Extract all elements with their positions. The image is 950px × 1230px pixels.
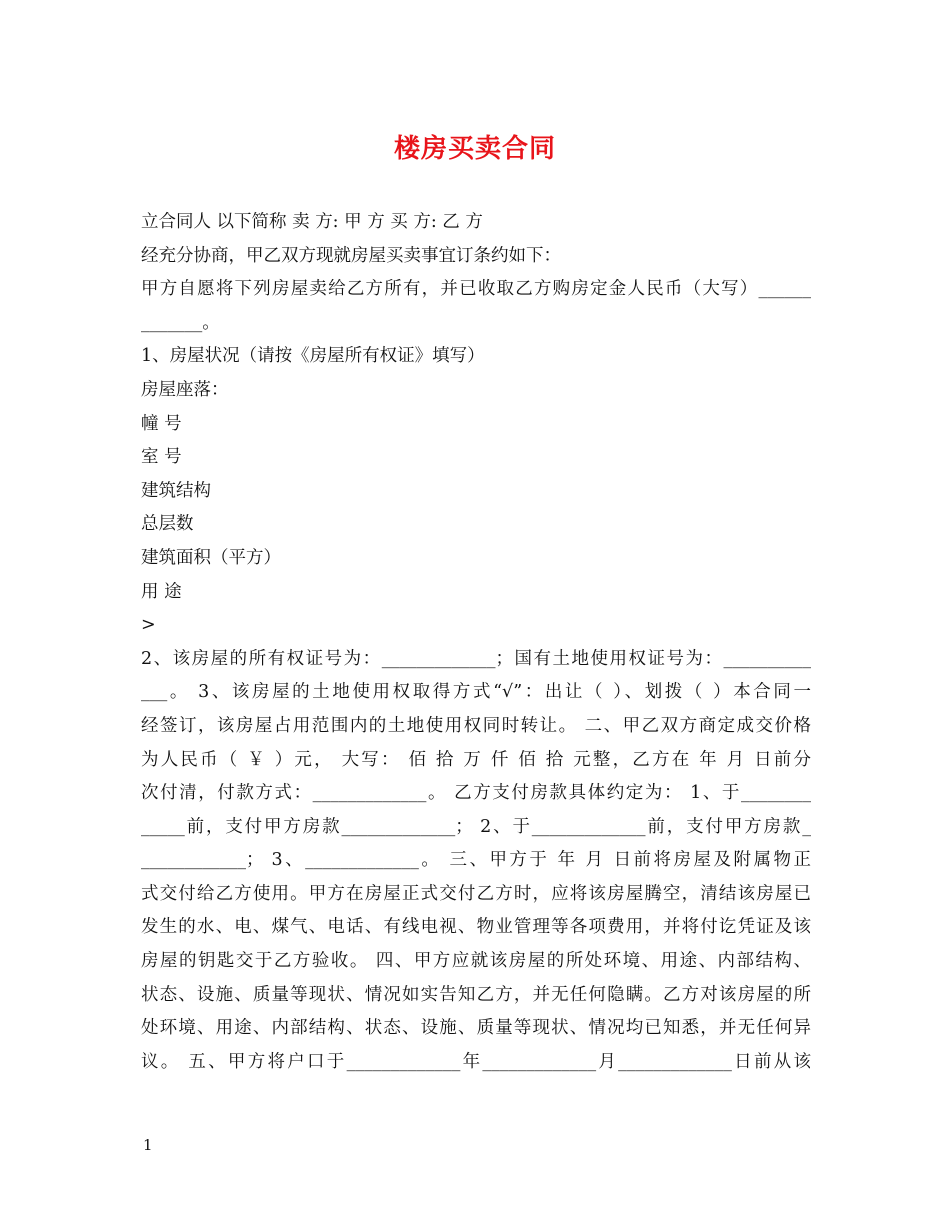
body-line: 总层数	[141, 514, 194, 535]
body-line: 次付清，付款方式：_____________。 乙方支付房款具体约定为： 1、于________	[141, 783, 811, 804]
document-title: 楼房买卖合同	[393, 134, 556, 164]
body-line: 处环境、用途、内部结构、状态、设施、质量等现状、情况均已知悉，并无任何异	[141, 1018, 811, 1039]
body-line: 房屋座落：	[141, 379, 229, 400]
body-line: 发生的水、电、煤气、电话、有线电视、物业管理等各项费用，并将付讫凭证及该	[141, 917, 811, 938]
document-body	[141, 206, 811, 1079]
body-line: ___。 3、该房屋的土地使用权取得方式“√”：出让（ ）、划拨（ ）本合同一	[141, 682, 811, 703]
page-number: 1	[143, 1136, 153, 1154]
body-line: 式交付给乙方使用。甲方在房屋正式交付乙方时，应将该房屋腾空，清结该房屋已	[141, 883, 811, 904]
body-line: 建筑结构	[141, 480, 211, 501]
body-line: 经充分协商，甲乙双方现就房屋买卖事宜订条约如下：	[141, 245, 561, 266]
body-line: 用 途	[141, 581, 182, 602]
body-line: 房屋的钥匙交于乙方验收。 四、甲方应就该房屋的所处环境、用途、内部结构、	[141, 951, 811, 972]
body-line: 经签订，该房屋占用范围内的土地使用权同时转让。 二、甲乙双方商定成交价格	[141, 715, 811, 736]
body-line: _____前，支付甲方房款_____________； 2、于_____________前，支付甲方房款_	[141, 816, 811, 837]
body-line: 立合同人 以下简称 卖 方: 甲 方 买 方: 乙 方	[141, 212, 483, 232]
body-line: 状态、设施、质量等现状、情况如实告知乙方，并无任何隐瞒。乙方对该房屋的所	[141, 984, 811, 1005]
body-line: >	[141, 615, 156, 636]
body-line: 幢 号	[141, 413, 182, 434]
body-line: 甲方自愿将下列房屋卖给乙方所有，并已收取乙方购房定金人民币（大写）______	[141, 279, 811, 300]
body-line: 议。 五、甲方将户口于_____________年_____________月_____________日前从该	[141, 1051, 811, 1072]
body-line: 室 号	[141, 447, 182, 468]
body-line: _______。	[141, 312, 220, 333]
body-line: ____________； 3、_____________。 三、甲方于 年 月 日前将房屋及附属物正	[141, 850, 811, 871]
body-line: 1、房屋状况（请按《房屋所有权证》填写）	[141, 346, 485, 367]
body-line: 建筑面积（平方）	[141, 547, 281, 568]
body-line: 2、该房屋的所有权证号为：_____________；国有土地使用权证号为：__________	[141, 648, 811, 669]
body-line: 为人民币（ ￥ ）元， 大写： 佰 拾 万 仟 佰 拾 元整，乙方在 年 月 日前分	[141, 749, 811, 770]
